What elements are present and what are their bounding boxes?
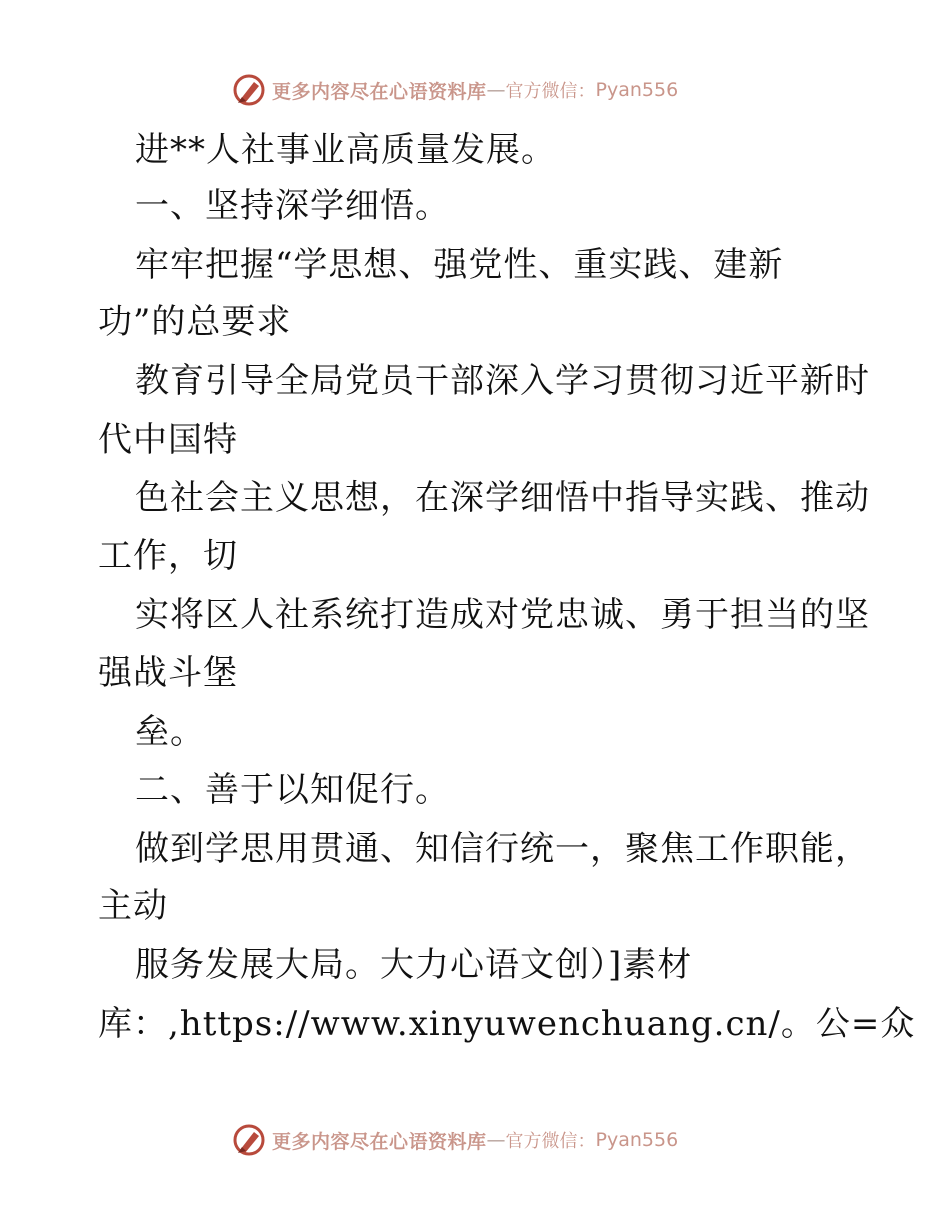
banner-wechat-id: Pyan556 <box>595 1129 679 1151</box>
body-line: 库：,https://www.xinyuwenchuang.cn/。公=众 <box>98 1004 916 1044</box>
body-line: 牢牢把握“学思想、强党性、重实践、建新 <box>135 245 784 285</box>
banner-separator: — <box>486 1129 506 1151</box>
banner-site-text: 更多内容尽在心语资料库 <box>272 1130 487 1153</box>
body-line: 做到学思用贯通、知信行统一，聚焦工作职能， <box>135 829 870 869</box>
body-line: 色社会主义思想，在深学细悟中指导实践、推动 <box>135 478 870 518</box>
section-heading: 二、善于以知促行。 <box>135 770 450 810</box>
pen-logo-icon <box>232 73 266 107</box>
banner-wechat-id: Pyan556 <box>595 79 679 101</box>
body-line: 垒。 <box>135 712 205 752</box>
banner-site-text: 更多内容尽在心语资料库 <box>272 80 487 103</box>
section-heading: 一、坚持深学细悟。 <box>135 186 450 226</box>
body-line: 功”的总要求 <box>98 302 292 342</box>
body-line: 服务发展大局。大力心语文创）]素材 <box>135 945 693 985</box>
footer-banner <box>232 1120 712 1160</box>
banner-wechat-label: 官方微信： <box>505 1131 596 1152</box>
body-line: 强战斗堡 <box>98 653 238 693</box>
pen-logo-icon <box>232 1123 266 1157</box>
header-banner <box>232 70 712 110</box>
body-line: 教育引导全局党员干部深入学习贯彻习近平新时 <box>135 361 870 401</box>
body-line: 实将区人社系统打造成对党忠诚、勇于担当的坚 <box>135 595 870 635</box>
body-line: 主动 <box>98 886 168 926</box>
body-line: 工作，切 <box>98 536 238 576</box>
body-line: 进**人社事业高质量发展。 <box>135 130 556 170</box>
banner-wechat-label: 官方微信： <box>505 81 596 102</box>
body-line: 代中国特 <box>98 420 238 460</box>
banner-separator: — <box>486 79 506 101</box>
